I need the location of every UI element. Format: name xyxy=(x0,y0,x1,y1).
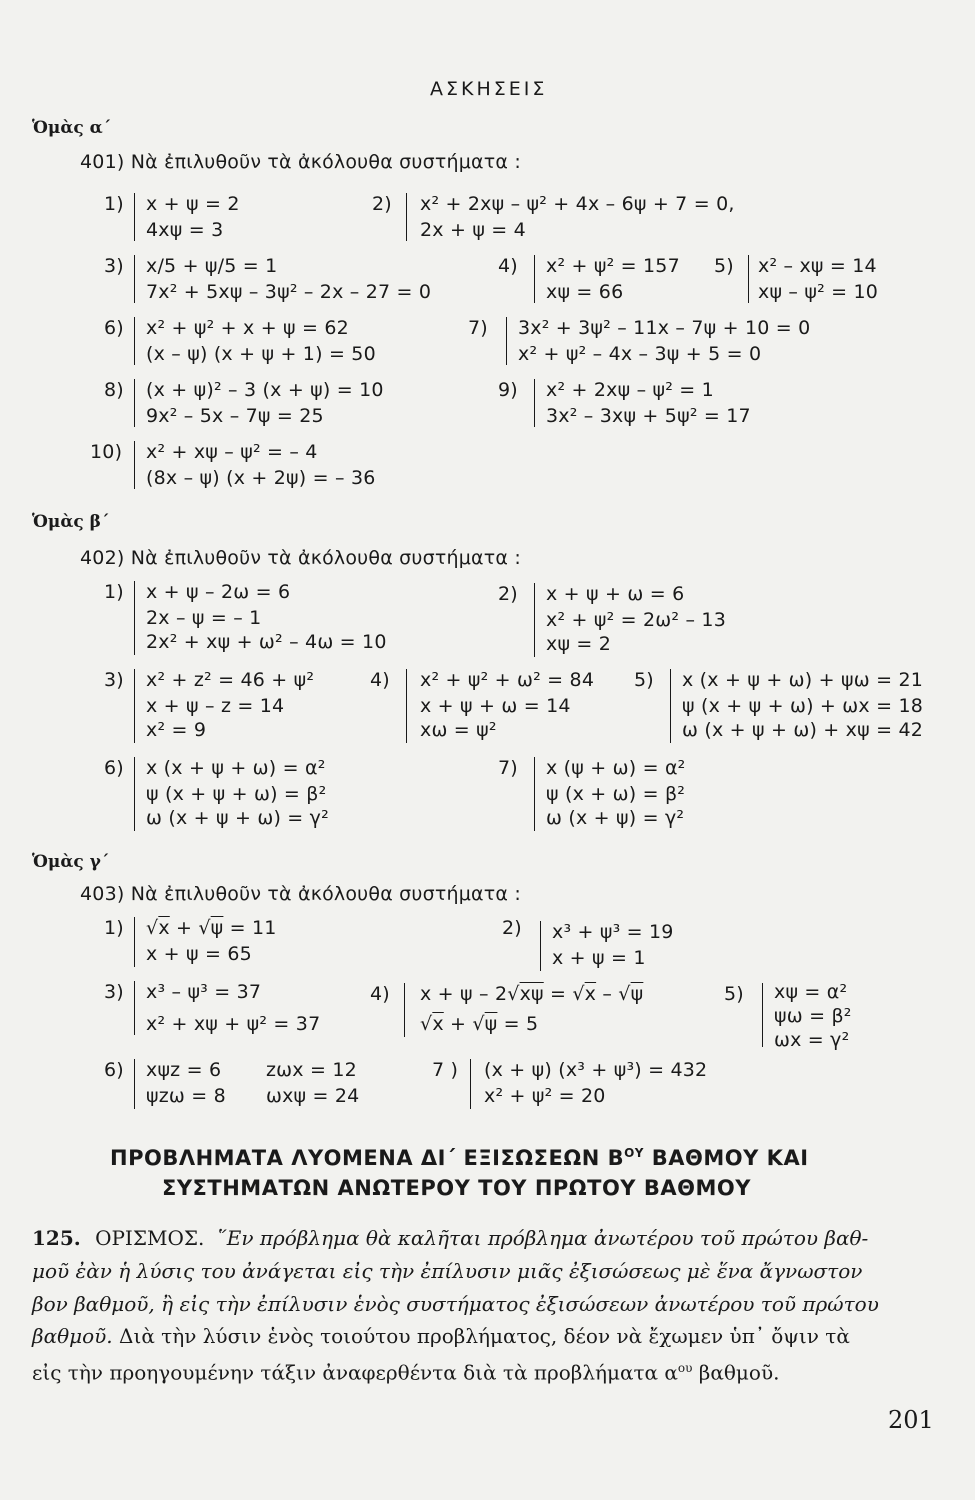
equation: x + ψ + ω = 6 xyxy=(546,583,685,605)
equation: (x + ψ)² – 3 (x + ψ) = 10 xyxy=(146,379,384,401)
system-brace xyxy=(406,193,407,241)
system-number: 7 ) xyxy=(432,1059,459,1081)
equation: x/5 + ψ/5 = 1 xyxy=(146,255,278,277)
equation-part: + √ xyxy=(169,917,211,939)
radicand: x xyxy=(158,917,170,939)
system-brace xyxy=(134,379,135,427)
equation xyxy=(146,916,277,940)
equation: (8x – ψ) (x + 2ψ) = – 36 xyxy=(146,467,376,489)
system-brace xyxy=(748,255,749,303)
definition-text: εἰς τὴν προηγουμένην τάξιν ἀναφερθέντα διὰ τὰ προβλήματα α xyxy=(32,1360,678,1385)
equation: x² + ψ² + x + ψ = 62 xyxy=(146,317,349,339)
equation: 2x² + xψ + ω² – 4ω = 10 xyxy=(146,631,387,653)
system-number: 6) xyxy=(104,317,124,339)
system-brace xyxy=(670,669,671,743)
equation: ψ (x + ψ + ω) = β² xyxy=(146,783,327,805)
equation: ωxψ = 24 xyxy=(266,1085,360,1107)
equation: ω (x + ψ) = γ² xyxy=(546,807,685,829)
equation: (x – ψ) (x + ψ + 1) = 50 xyxy=(146,343,376,365)
equation: x² – xψ = 14 xyxy=(758,255,877,277)
sqrt-sign: √ xyxy=(146,917,159,939)
system-number: 3) xyxy=(104,981,124,1003)
system-number: 9) xyxy=(498,379,518,401)
system-brace xyxy=(534,757,535,831)
equation: xψ = 66 xyxy=(546,281,624,303)
equation: ψ (x + ψ + ω) + ωx = 18 xyxy=(682,695,924,717)
equation: ω (x + ψ + ω) + xψ = 42 xyxy=(682,719,924,741)
equation: x² + xψ – ψ² = – 4 xyxy=(146,441,318,463)
equation: 4xψ = 3 xyxy=(146,219,224,241)
definition-text: ῞Εν πρόβλημα θὰ καλῆται πρόβλημα ἀνωτέρου τοῦ πρώτου βαθ- xyxy=(216,1226,869,1250)
equation: 3x² – 3xψ + 5ψ² = 17 xyxy=(546,405,751,427)
definition-text: βαθμοῦ. xyxy=(32,1324,113,1348)
equation: x² + ψ² = 157 xyxy=(546,255,680,277)
system-brace xyxy=(540,921,541,971)
system-brace xyxy=(506,317,507,365)
definition-text: βον βαθμοῦ, ἢ εἰς τὴν ἐπίλυσιν ἑνὸς συστήματος ἐξισώσεων ἀνωτέρου τοῦ πρώτου xyxy=(32,1292,879,1316)
system-number: 6) xyxy=(104,757,124,779)
system-number: 6) xyxy=(104,1059,124,1081)
equation: xω = ψ² xyxy=(420,719,497,741)
system-brace xyxy=(134,193,135,241)
equation: x + ψ – z = 14 xyxy=(146,695,285,717)
equation-part: – √ xyxy=(596,983,631,1005)
definition-line-2 xyxy=(32,1255,862,1287)
group-a-heading: Ὁμὰς α΄ xyxy=(32,118,112,138)
equation xyxy=(420,982,643,1006)
section-heading-line-1 xyxy=(110,1146,809,1170)
equation: x + ψ = 65 xyxy=(146,943,252,965)
equation: x + ψ = 1 xyxy=(552,947,646,969)
page-title: ΑΣΚΗΣΕΙΣ xyxy=(430,78,548,100)
system-number: 7) xyxy=(498,757,518,779)
radicand: ψ xyxy=(630,983,644,1005)
equation: x³ + ψ³ = 19 xyxy=(552,921,674,943)
system-brace xyxy=(534,583,535,657)
system-brace xyxy=(134,441,135,489)
system-number: 3) xyxy=(104,255,124,277)
radicand: x xyxy=(432,1013,444,1035)
exercise-402-label: 402) Νὰ ἐπιλυθοῦν τὰ ἀκόλουθα συστήματα : xyxy=(80,547,521,569)
definition-line-4 xyxy=(32,1320,850,1352)
system-number: 3) xyxy=(104,669,124,691)
equation: x² + 2xψ – ψ² + 4x – 6ψ + 7 = 0, xyxy=(420,193,735,215)
equation: 3x² + 3ψ² – 11x – 7ψ + 10 = 0 xyxy=(518,317,811,339)
equation: x² + ψ² = 20 xyxy=(484,1085,606,1107)
exercise-401-label: 401) Νὰ ἐπιλυθοῦν τὰ ἀκόλουθα συστήματα : xyxy=(80,151,521,173)
equation: x² + z² = 46 + ψ² xyxy=(146,669,315,691)
system-number: 8) xyxy=(104,379,124,401)
equation: x (ψ + ω) = α² xyxy=(546,757,686,779)
system-number: 2) xyxy=(502,917,522,939)
equation: x + ψ – 2ω = 6 xyxy=(146,581,291,603)
definition-line-3 xyxy=(32,1288,879,1320)
group-c-heading: Ὁμὰς γ΄ xyxy=(32,852,110,872)
system-number: 4) xyxy=(370,983,390,1005)
definition-text: βαθμοῦ. xyxy=(692,1360,780,1385)
system-brace xyxy=(534,255,535,303)
system-brace xyxy=(134,317,135,365)
equation: ψzω = 8 xyxy=(146,1085,226,1107)
system-brace xyxy=(534,379,535,427)
equation: x + ψ + ω = 14 xyxy=(420,695,571,717)
system-number: 5) xyxy=(724,983,744,1005)
system-number: 5) xyxy=(714,255,734,277)
definition-number: 125. xyxy=(32,1226,81,1250)
system-number: 2) xyxy=(372,193,392,215)
system-number: 4) xyxy=(498,255,518,277)
heading-text: ΠΡΟΒΛΗΜΑΤΑ ΛΥΟΜΕΝΑ ΔΙ΄ ΕΞΙΣΩΣΕΩΝ Β xyxy=(110,1146,625,1170)
group-b-heading: Ὁμὰς β΄ xyxy=(32,512,110,532)
definition-term: ΟΡΙΣΜΟΣ. xyxy=(95,1226,205,1250)
equation: 2x – ψ = – 1 xyxy=(146,607,262,629)
system-brace xyxy=(134,917,135,967)
heading-superscript: ΟΥ xyxy=(624,1146,644,1160)
equation: x² = 9 xyxy=(146,719,207,741)
equation: 9x² – 5x – 7ψ = 25 xyxy=(146,405,324,427)
equation: zωx = 12 xyxy=(266,1059,357,1081)
system-number: 7) xyxy=(468,317,488,339)
equation: xψ – ψ² = 10 xyxy=(758,281,879,303)
equation: x² + ψ² = 2ω² – 13 xyxy=(546,609,726,631)
system-number: 1) xyxy=(104,917,124,939)
equation: x² + 2xψ – ψ² = 1 xyxy=(546,379,714,401)
radicand: ψ xyxy=(484,1013,498,1035)
definition-text: Διὰ τὴν λύσιν ἑνὸς τοιούτου προβλήματος, δέον νὰ ἔχωμεν ὑπ᾽ ὄψιν τὰ xyxy=(112,1324,850,1348)
system-brace xyxy=(470,1059,471,1109)
definition-line-5 xyxy=(32,1352,779,1389)
system-number: 4) xyxy=(370,669,390,691)
equation: (x + ψ) (x³ + ψ³) = 432 xyxy=(484,1059,708,1081)
definition-line-1 xyxy=(32,1222,868,1254)
equation: x³ – ψ³ = 37 xyxy=(146,981,262,1003)
equation: ω (x + ψ + ω) = γ² xyxy=(146,807,329,829)
equation: ψ (x + ω) = β² xyxy=(546,783,686,805)
equation-part: + √ xyxy=(443,1013,485,1035)
equation-part: = 5 xyxy=(497,1013,539,1035)
system-brace xyxy=(762,983,763,1047)
section-heading-line-2: ΣΥΣΤΗΜΑΤΩΝ ΑΝΩΤΕΡΟΥ ΤΟΥ ΠΡΩΤΟΥ ΒΑΘΜΟΥ xyxy=(162,1176,751,1200)
equation: 2x + ψ = 4 xyxy=(420,219,526,241)
exercise-403-label: 403) Νὰ ἐπιλυθοῦν τὰ ἀκόλουθα συστήματα : xyxy=(80,883,521,905)
system-brace xyxy=(134,581,135,655)
system-number: 10) xyxy=(90,441,123,463)
sqrt-sign: √ xyxy=(420,1013,433,1035)
system-number: 2) xyxy=(498,583,518,605)
equation: ψω = β² xyxy=(774,1005,852,1027)
system-brace xyxy=(134,981,135,1035)
equation-part: = 11 xyxy=(223,917,277,939)
system-brace xyxy=(406,669,407,743)
equation: 7x² + 5xψ – 3ψ² – 2x – 27 = 0 xyxy=(146,281,432,303)
system-brace xyxy=(134,255,135,303)
system-number: 5) xyxy=(634,669,654,691)
equation: x (x + ψ + ω) = α² xyxy=(146,757,326,779)
equation: x² + ψ² – 4x – 3ψ + 5 = 0 xyxy=(518,343,762,365)
definition-text: μοῦ ἐὰν ἡ λύσις του ἀνάγεται εἰς τὴν ἐπίλυσιν μιᾶς ἐξισώσεως μὲ ἕνα ἄγνωστον xyxy=(32,1259,863,1283)
page-number: 201 xyxy=(888,1406,934,1434)
system-brace xyxy=(134,669,135,743)
system-brace xyxy=(134,1059,135,1109)
equation: x² + xψ + ψ² = 37 xyxy=(146,1013,321,1035)
radicand: xψ xyxy=(519,983,544,1005)
radicand: ψ xyxy=(210,917,224,939)
equation: x² + ψ² + ω² = 84 xyxy=(420,669,595,691)
equation: xψ = 2 xyxy=(546,633,612,655)
equation-part: = √ xyxy=(543,983,585,1005)
equation: xψ = α² xyxy=(774,981,848,1003)
equation: x (x + ψ + ω) + ψω = 21 xyxy=(682,669,924,691)
equation: xψz = 6 xyxy=(146,1059,222,1081)
system-brace xyxy=(134,757,135,831)
radicand: x xyxy=(584,983,597,1005)
system-brace xyxy=(404,983,405,1037)
equation-part: x + ψ – 2√ xyxy=(420,983,520,1005)
system-number: 1) xyxy=(104,581,124,603)
equation: x + ψ = 2 xyxy=(146,193,240,215)
definition-superscript: ου xyxy=(677,1361,693,1375)
equation: ωx = γ² xyxy=(774,1029,850,1051)
heading-text: ΒΑΘΜΟΥ ΚΑΙ xyxy=(643,1146,809,1170)
system-number: 1) xyxy=(104,193,124,215)
equation xyxy=(420,1012,538,1036)
